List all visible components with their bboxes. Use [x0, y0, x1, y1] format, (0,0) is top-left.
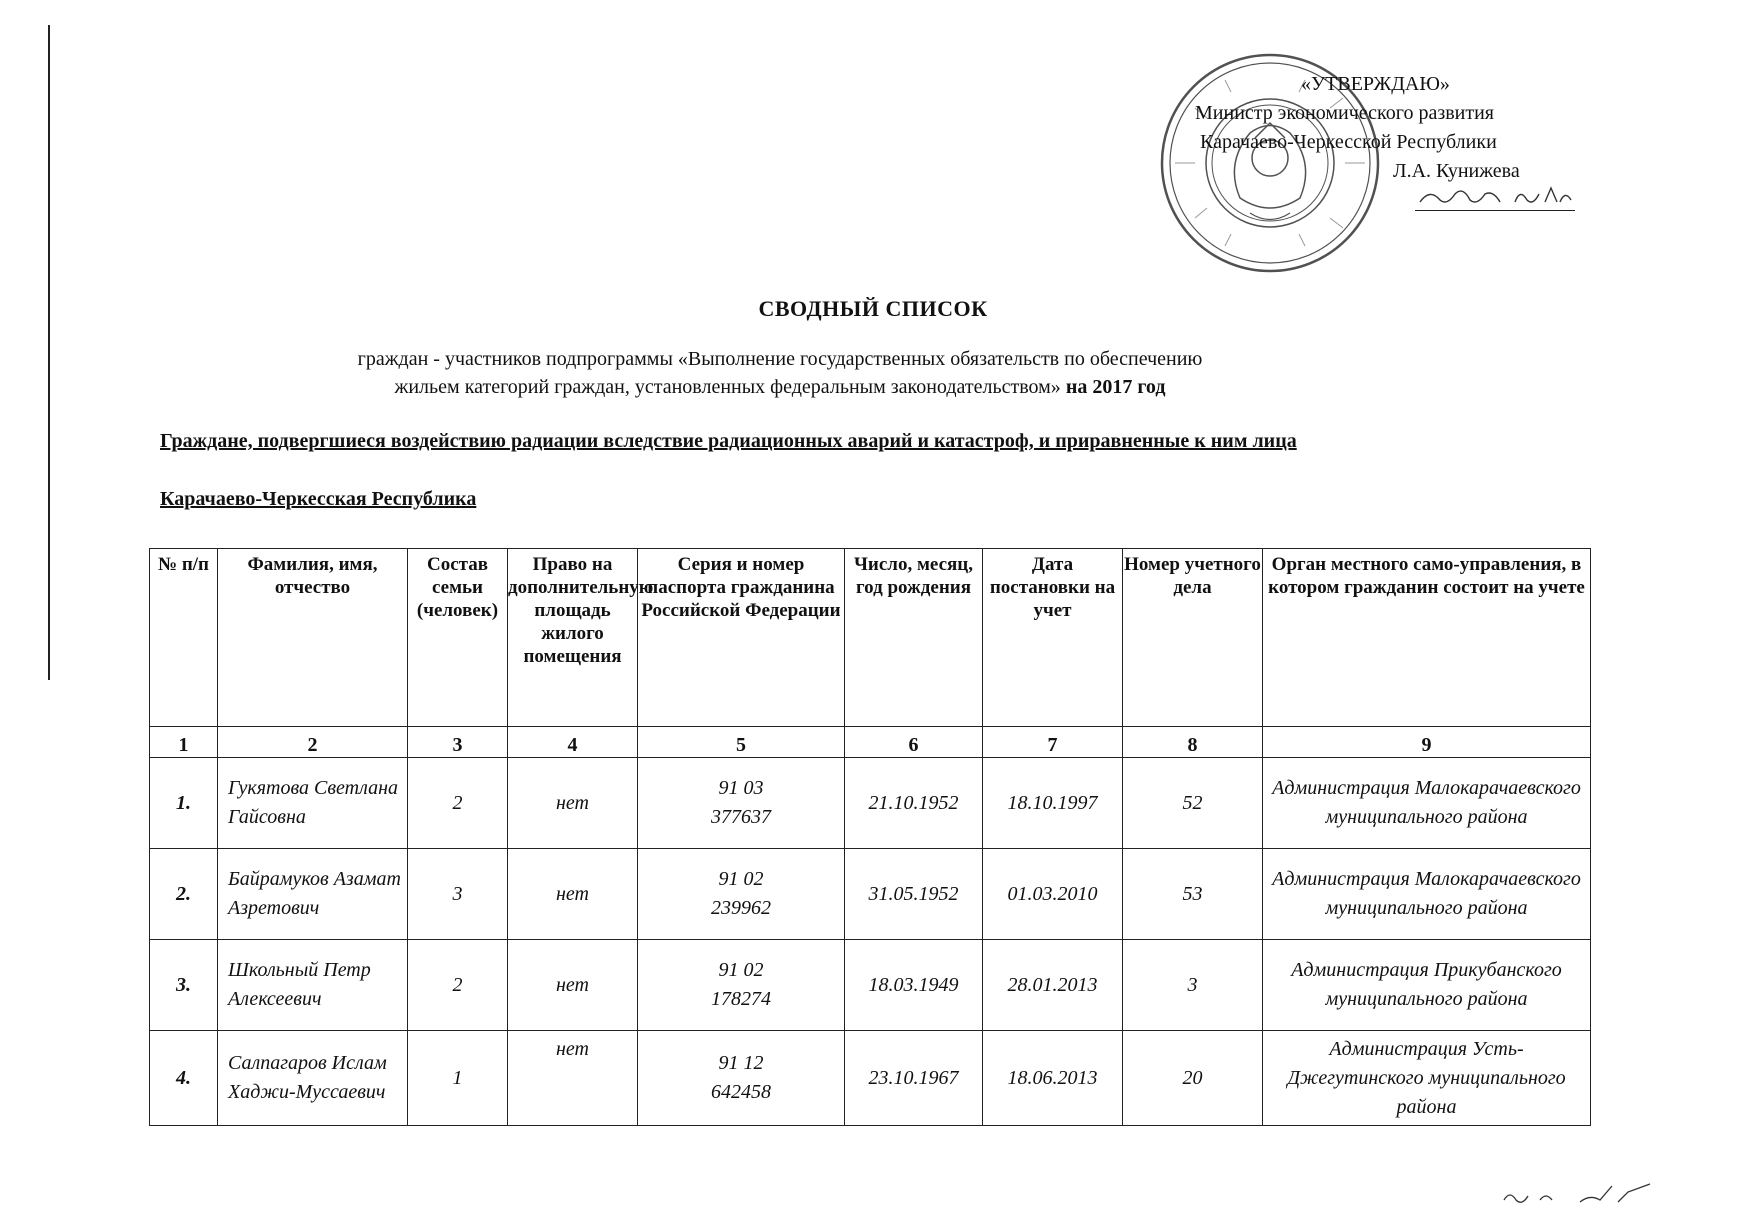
- approval-title: «УТВЕРЖДАЮ»: [1301, 73, 1450, 95]
- document-title: СВОДНЫЙ СПИСОК: [758, 296, 988, 321]
- passport-number: 377637: [711, 806, 771, 828]
- column-number-row: [150, 727, 1591, 758]
- column-number: 2: [218, 727, 408, 758]
- registration-date: 28.01.2013: [983, 940, 1123, 1031]
- header-cell: № п/п: [150, 549, 218, 727]
- table-row: [150, 1031, 1591, 1126]
- extra-area-right: нет: [508, 758, 638, 849]
- passport: [638, 1031, 845, 1126]
- citizen-name: Гукятова Светлана Гайсовна: [218, 758, 408, 849]
- header-cell: Состав семьи (человек): [408, 549, 508, 727]
- table-header-row: [150, 549, 1591, 727]
- header-cell: Фамилия, имя, отчество: [218, 549, 408, 727]
- citizen-name: Школьный Петр Алексеевич: [218, 940, 408, 1031]
- local-authority: Администрация Усть-Джегутинского муниципального района: [1263, 1031, 1591, 1126]
- registration-date: 01.03.2010: [983, 849, 1123, 940]
- family-size: 1: [408, 1031, 508, 1126]
- column-number: 3: [408, 727, 508, 758]
- passport-series: 91 12: [718, 1052, 764, 1074]
- case-number: 53: [1123, 849, 1263, 940]
- birth-date: 31.05.1952: [845, 849, 983, 940]
- subtitle-year: на 2017 год: [1065, 376, 1166, 398]
- region-name: Карачаево-Черкесская Республика: [160, 488, 477, 510]
- subtitle-line-2: [0, 373, 1560, 401]
- header-cell: Номер учетного дела: [1123, 549, 1263, 727]
- extra-area-right: нет: [508, 940, 638, 1031]
- column-number: 5: [638, 727, 845, 758]
- column-number: 9: [1263, 727, 1591, 758]
- row-number: 2.: [150, 849, 218, 940]
- passport-number: 642458: [711, 1081, 771, 1103]
- case-number: 3: [1123, 940, 1263, 1031]
- registration-date: 18.06.2013: [983, 1031, 1123, 1126]
- header-cell: Серия и номер паспорта гражданина Российской Федерации: [638, 549, 845, 727]
- table-row: [150, 940, 1591, 1031]
- handwritten-page-mark-icon: [1500, 1180, 1660, 1208]
- subtitle-line-1: граждан - участников подпрограммы «Выполнение государственных обязательств по обеспечению: [357, 348, 1203, 370]
- passport-series: 91 03: [718, 777, 764, 799]
- column-number: 8: [1123, 727, 1263, 758]
- passport: [638, 940, 845, 1031]
- family-size: 3: [408, 849, 508, 940]
- extra-area-right: нет: [508, 849, 638, 940]
- passport-number: 239962: [711, 897, 771, 919]
- header-cell: Число, месяц, год рождения: [845, 549, 983, 727]
- family-size: 2: [408, 940, 508, 1031]
- citizen-category: Граждане, подвергшиеся воздействию радиации вследствие радиационных аварий и катастроф, и приравненные к ним лица: [160, 430, 1297, 452]
- header-cell: Право на дополнительную площадь жилого помещения: [508, 549, 638, 727]
- passport-series: 91 02: [718, 868, 764, 890]
- column-number: 7: [983, 727, 1123, 758]
- row-number: 1.: [150, 758, 218, 849]
- citizen-name: Байрамуков Азамат Азретович: [218, 849, 408, 940]
- row-number: 4.: [150, 1031, 218, 1126]
- approval-region: Карачаево-Черкесской Республики: [1200, 131, 1497, 153]
- header-cell: Дата постановки на учет: [983, 549, 1123, 727]
- column-number: 4: [508, 727, 638, 758]
- local-authority: Администрация Малокарачаевского муниципального района: [1263, 758, 1591, 849]
- header-cell: Орган местного само-управления, в котором гражданин состоит на учете: [1263, 549, 1591, 727]
- local-authority: Администрация Прикубанского муниципального района: [1263, 940, 1591, 1031]
- birth-date: 18.03.1949: [845, 940, 983, 1031]
- handwritten-date-icon: [1415, 180, 1575, 210]
- passport: [638, 758, 845, 849]
- approval-block: [1195, 70, 1595, 186]
- passport: [638, 849, 845, 940]
- document-subtitle: [0, 345, 1560, 401]
- local-authority: Администрация Малокарачаевского муниципального района: [1263, 849, 1591, 940]
- birth-date: 23.10.1967: [845, 1031, 983, 1126]
- citizen-name: Салпагаров Ислам Хаджи-Муссаевич: [218, 1031, 408, 1126]
- table-row: [150, 849, 1591, 940]
- citizens-table: [149, 548, 1591, 1126]
- row-number: 3.: [150, 940, 218, 1031]
- case-number: 52: [1123, 758, 1263, 849]
- case-number: 20: [1123, 1031, 1263, 1126]
- approval-date-handwritten: [1415, 180, 1575, 211]
- approval-signatory: Л.А. Кунижева: [1393, 160, 1520, 182]
- column-number: 1: [150, 727, 218, 758]
- column-number: 6: [845, 727, 983, 758]
- passport-number: 178274: [711, 988, 771, 1010]
- extra-area-right: нет: [508, 1031, 638, 1126]
- subtitle-line-2-text: жильем категорий граждан, установленных федеральным законодательством»: [394, 376, 1061, 398]
- family-size: 2: [408, 758, 508, 849]
- table-row: [150, 758, 1591, 849]
- approval-position: Министр экономического развития: [1195, 102, 1495, 124]
- registration-date: 18.10.1997: [983, 758, 1123, 849]
- birth-date: 21.10.1952: [845, 758, 983, 849]
- passport-series: 91 02: [718, 959, 764, 981]
